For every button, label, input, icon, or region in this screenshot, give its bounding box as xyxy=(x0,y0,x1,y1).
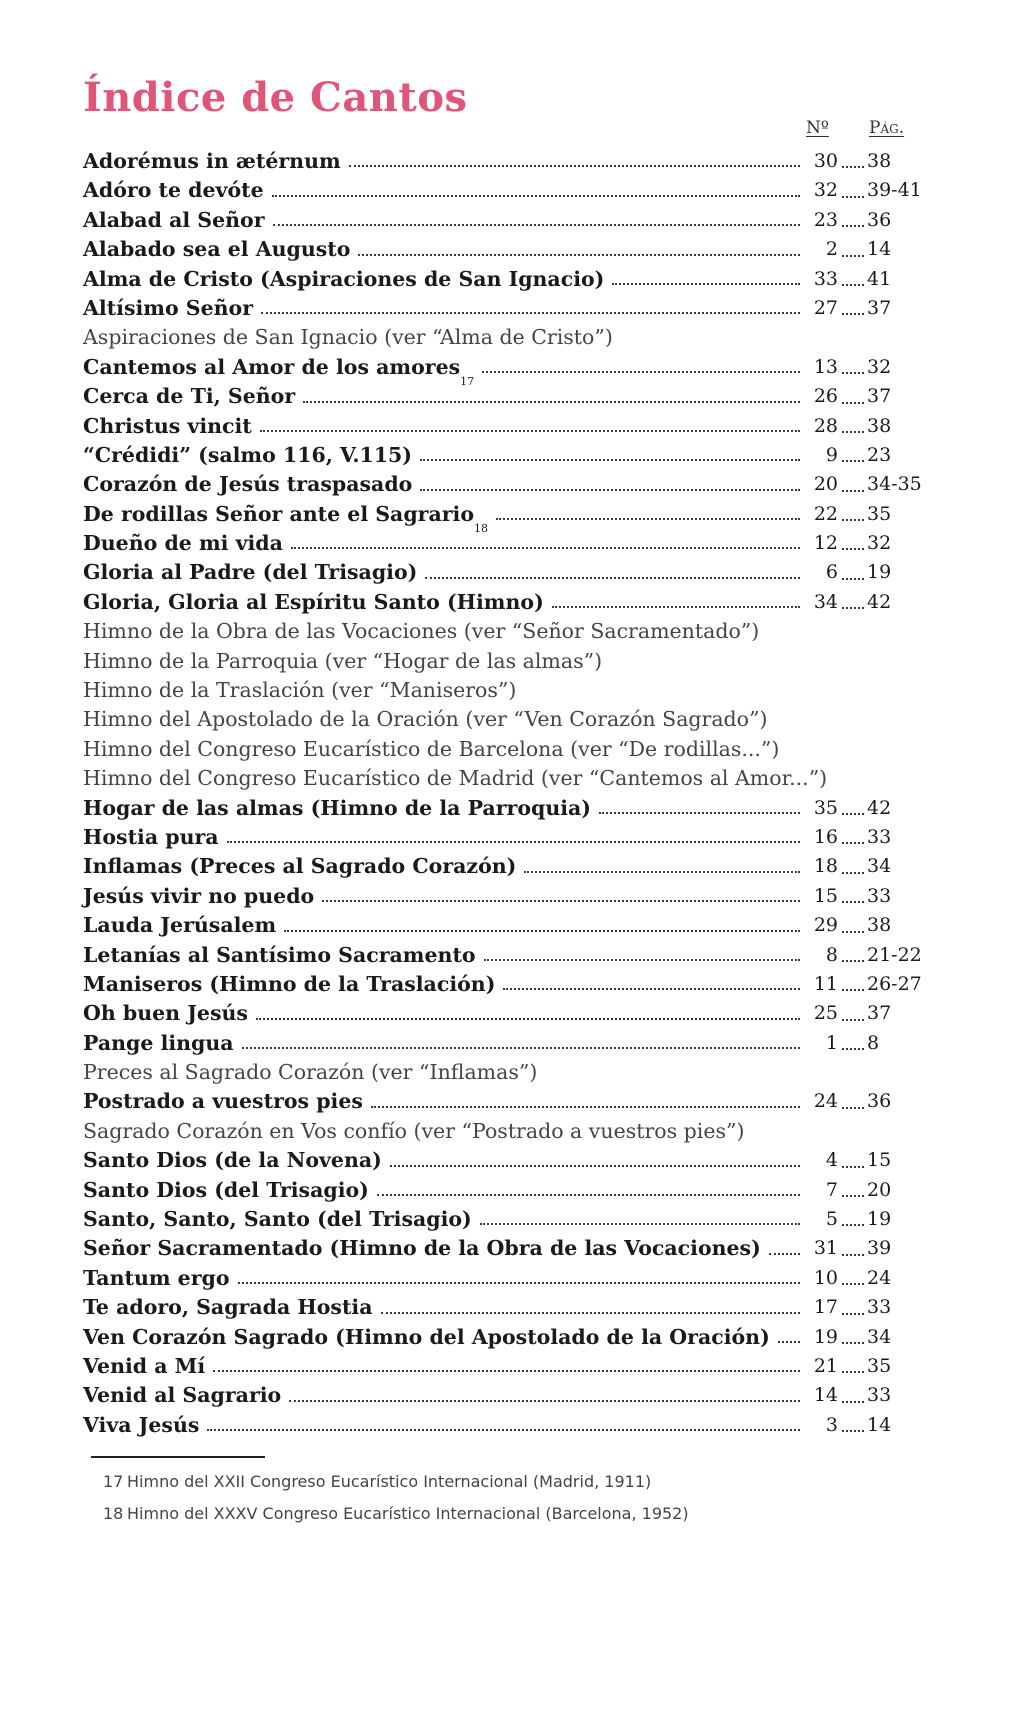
entry-numbers xyxy=(808,1411,933,1440)
index-entry xyxy=(83,1323,933,1352)
entry-number: 18 xyxy=(813,855,838,878)
index-entry xyxy=(83,882,933,911)
entry-page: 32 xyxy=(867,355,892,378)
dot-leader xyxy=(842,813,864,815)
entry-numbers xyxy=(808,1352,933,1381)
entry-numbers xyxy=(808,970,933,999)
entry-number: 9 xyxy=(825,443,838,466)
entry-title: Himno del Congreso Eucarístico de Madrid (ver “Cantemos al Amor...”) xyxy=(83,766,828,791)
index-entry xyxy=(83,852,933,881)
dot-leader xyxy=(842,1019,864,1021)
index-entry xyxy=(83,1088,933,1117)
footnote xyxy=(103,1498,689,1530)
footnote xyxy=(103,1466,689,1498)
index-entry xyxy=(83,1029,933,1058)
index-entry xyxy=(83,1176,933,1205)
entry-title: Inflamas (Preces al Sagrado Corazón) xyxy=(83,854,517,879)
entry-title: Alma de Cristo (Aspiraciones de San Ignacio) xyxy=(83,266,605,291)
entry-page: 38 xyxy=(867,914,892,937)
entry-numbers xyxy=(808,441,933,470)
index-entry xyxy=(83,1146,933,1175)
entry-page: 8 xyxy=(867,1031,880,1054)
entry-number: 15 xyxy=(813,884,838,907)
entry-title: Venid al Sagrario xyxy=(83,1383,282,1408)
entry-title: Aspiraciones de San Ignacio (ver “Alma de Cristo”) xyxy=(83,325,613,350)
dot-leader xyxy=(207,1429,800,1431)
index-entry xyxy=(83,1411,933,1440)
entry-number: 33 xyxy=(813,267,838,290)
dot-leader xyxy=(349,165,800,167)
footnote-number: 18 xyxy=(103,1504,124,1523)
page-title: Índice de Cantos xyxy=(83,74,468,121)
dot-leader xyxy=(599,812,800,814)
column-headers xyxy=(0,118,1032,142)
index-entry xyxy=(83,999,933,1028)
entry-numbers xyxy=(808,529,933,558)
entry-title: Himno de la Parroquia (ver “Hogar de las almas”) xyxy=(83,648,603,673)
dot-leader xyxy=(322,900,800,902)
dot-leader xyxy=(552,606,800,608)
entry-numbers xyxy=(808,412,933,441)
index-entry xyxy=(83,676,933,705)
index-entry xyxy=(83,206,933,235)
dot-leader xyxy=(842,1313,864,1315)
dot-leader xyxy=(842,1254,864,1256)
entry-numbers xyxy=(808,294,933,323)
entry-number: 26 xyxy=(813,385,838,408)
dot-leader xyxy=(238,1282,800,1284)
entry-title: Maniseros (Himno de la Traslación) xyxy=(83,971,496,996)
entry-title: Adorémus in ætérnum xyxy=(83,148,341,173)
entry-page: 35 xyxy=(867,1355,892,1377)
index-entry xyxy=(83,970,933,999)
entry-title: Letanías al Santísimo Sacramento xyxy=(83,942,476,967)
entry-number: 10 xyxy=(813,1266,838,1289)
entry-title: Christus vincit xyxy=(83,413,252,438)
entry-page: 42 xyxy=(867,796,892,819)
entry-numbers xyxy=(808,235,933,264)
dot-leader xyxy=(778,1341,800,1343)
entry-numbers xyxy=(808,1293,933,1322)
index-entry xyxy=(83,941,933,970)
index-entry xyxy=(83,1234,933,1263)
entry-page: 20 xyxy=(867,1178,892,1201)
entry-number: 3 xyxy=(825,1413,838,1436)
entry-numbers xyxy=(808,1234,933,1263)
dot-leader xyxy=(842,225,864,227)
index-entry xyxy=(83,529,933,558)
dot-leader xyxy=(371,1106,800,1108)
entry-page: 33 xyxy=(867,1384,892,1407)
entry-page: 32 xyxy=(867,532,892,555)
index-entry xyxy=(83,764,933,793)
entry-title: Te adoro, Sagrada Hostia xyxy=(83,1295,373,1320)
entry-title: Santo, Santo, Santo (del Trisagio) xyxy=(83,1207,472,1232)
entry-numbers xyxy=(808,852,933,881)
entry-number: 11 xyxy=(813,972,838,995)
entry-title: Gloria al Padre (del Trisagio) xyxy=(83,560,418,585)
entry-title: Viva Jesús xyxy=(83,1412,200,1437)
dot-leader xyxy=(842,372,864,374)
entry-title: Lauda Jerúsalem xyxy=(83,913,277,938)
dot-leader xyxy=(291,547,800,549)
entry-number: 8 xyxy=(825,943,838,966)
entry-title: “Crédidi” (salmo 116, V.115) xyxy=(83,442,412,467)
dot-leader xyxy=(303,401,800,403)
entry-title: Altísimo Señor xyxy=(83,295,254,320)
dot-leader xyxy=(256,1018,800,1020)
dot-leader xyxy=(272,195,800,197)
dot-leader xyxy=(842,1107,864,1109)
dot-leader xyxy=(284,930,800,932)
dot-leader xyxy=(842,490,864,492)
index-entry xyxy=(83,588,933,617)
entry-page: 37 xyxy=(867,1002,892,1025)
entry-numbers xyxy=(808,176,933,205)
entry-page: 35 xyxy=(867,502,892,525)
dot-leader xyxy=(842,1430,864,1432)
entry-title: Himno del Congreso Eucarístico de Barcelona (ver “De rodillas...”) xyxy=(83,736,780,761)
index-entry xyxy=(83,147,933,176)
entry-page: 38 xyxy=(867,149,892,172)
entry-page: 41 xyxy=(867,267,892,290)
entry-page: 26-27 xyxy=(867,972,922,995)
entry-numbers xyxy=(808,911,933,940)
dot-leader xyxy=(273,224,801,226)
dot-leader xyxy=(227,841,800,843)
index-entry xyxy=(83,911,933,940)
dot-leader xyxy=(261,312,800,314)
dot-leader xyxy=(842,313,864,315)
entry-numbers xyxy=(808,1029,933,1058)
entry-page: 36 xyxy=(867,208,892,231)
index-entry xyxy=(83,470,933,499)
dot-leader xyxy=(842,842,864,844)
entry-numbers xyxy=(808,470,933,499)
dot-leader xyxy=(842,196,864,198)
entry-page: 37 xyxy=(867,385,892,408)
entry-number: 19 xyxy=(813,1325,838,1348)
dot-leader xyxy=(842,548,864,550)
entry-numbers xyxy=(808,206,933,235)
entry-page: 33 xyxy=(867,884,892,907)
entry-title: Jesús vivir no puedo xyxy=(83,883,315,908)
index-entry xyxy=(83,1293,933,1322)
dot-leader xyxy=(420,489,800,491)
entry-page: 38 xyxy=(867,414,892,437)
index-entry xyxy=(83,235,933,264)
entry-page: 39-41 xyxy=(867,179,922,202)
index-entry xyxy=(83,412,933,441)
entry-title: Pange lingua xyxy=(83,1030,234,1055)
entry-number: 32 xyxy=(813,179,838,202)
entry-number: 28 xyxy=(813,414,838,437)
dot-leader xyxy=(842,931,864,933)
entry-numbers xyxy=(808,353,933,382)
entry-title: Tantum ergo xyxy=(83,1265,230,1290)
entry-page: 34 xyxy=(867,855,892,878)
entry-number: 13 xyxy=(813,355,838,378)
entry-numbers xyxy=(808,941,933,970)
column-header-page: Pág. xyxy=(869,118,905,138)
footnote-text: Himno del XXXV Congreso Eucarístico Internacional (Barcelona, 1952) xyxy=(127,1504,689,1523)
dot-leader xyxy=(480,1223,800,1225)
index-entry xyxy=(83,647,933,676)
dot-leader xyxy=(842,1371,864,1373)
entry-title: Himno del Apostolado de la Oración (ver “Ven Corazón Sagrado”) xyxy=(83,707,768,732)
entry-numbers xyxy=(808,147,933,176)
footnote-text: Himno del XXII Congreso Eucarístico Internacional (Madrid, 1911) xyxy=(127,1472,652,1491)
index-entry xyxy=(83,265,933,294)
index-entry xyxy=(83,794,933,823)
entry-page: 33 xyxy=(867,1296,892,1319)
dot-leader xyxy=(842,1166,864,1168)
dot-leader xyxy=(612,283,800,285)
dot-leader xyxy=(484,959,800,961)
entry-page: 34 xyxy=(867,1325,892,1348)
entry-title: Gloria, Gloria al Espíritu Santo (Himno) xyxy=(83,589,544,614)
entry-numbers xyxy=(808,500,933,529)
dot-leader xyxy=(381,1312,800,1314)
dot-leader xyxy=(842,255,864,257)
entry-number: 12 xyxy=(813,532,838,555)
song-index-list xyxy=(83,147,933,1440)
entry-title: Alabad al Señor xyxy=(83,207,265,232)
entry-number: 25 xyxy=(813,1002,838,1025)
entry-number: 31 xyxy=(813,1237,838,1260)
entry-number: 16 xyxy=(813,825,838,848)
dot-leader xyxy=(769,1253,800,1255)
entry-title: Ven Corazón Sagrado (Himno del Apostolado de la Oración) xyxy=(83,1324,770,1349)
entry-title: Señor Sacramentado (Himno de la Obra de las Vocaciones) xyxy=(83,1236,761,1261)
entry-number: 34 xyxy=(813,590,838,613)
entry-page: 36 xyxy=(867,1090,892,1113)
entry-number: 4 xyxy=(825,1149,838,1172)
dot-leader xyxy=(358,254,800,256)
dot-leader xyxy=(420,459,800,461)
entry-title: Himno de la Obra de las Vocaciones (ver “Señor Sacramentado”) xyxy=(83,619,760,644)
dot-leader xyxy=(425,577,800,579)
entry-title: De rodillas Señor ante el Sagrario xyxy=(83,501,475,526)
dot-leader xyxy=(842,431,864,433)
entry-title: Hostia pura xyxy=(83,824,219,849)
entry-title: Santo Dios (del Trisagio) xyxy=(83,1177,369,1202)
dot-leader xyxy=(842,960,864,962)
index-entry xyxy=(83,323,933,352)
entry-numbers xyxy=(808,882,933,911)
entry-numbers xyxy=(808,1264,933,1293)
entry-numbers xyxy=(808,1176,933,1205)
footnote-rule xyxy=(91,1456,265,1458)
entry-number: 1 xyxy=(825,1031,838,1054)
index-entry xyxy=(83,705,933,734)
dot-leader xyxy=(524,871,800,873)
dot-leader xyxy=(842,1195,864,1197)
dot-leader xyxy=(496,518,800,520)
entry-number: 35 xyxy=(813,796,838,819)
dot-leader xyxy=(390,1165,800,1167)
entry-page: 39 xyxy=(867,1237,892,1260)
dot-leader xyxy=(377,1194,800,1196)
entry-number: 29 xyxy=(813,914,838,937)
dot-leader xyxy=(842,166,864,168)
entry-page: 21-22 xyxy=(867,943,922,966)
index-entry xyxy=(83,1117,933,1146)
entry-number: 7 xyxy=(825,1178,838,1201)
entry-title: Alabado sea el Augusto xyxy=(83,237,351,262)
dot-leader xyxy=(842,460,864,462)
footnotes xyxy=(103,1466,689,1530)
entry-numbers xyxy=(808,794,933,823)
entry-numbers xyxy=(808,1087,933,1116)
index-entry xyxy=(83,1205,933,1234)
column-header-number: Nº xyxy=(806,118,829,138)
dot-leader xyxy=(842,578,864,580)
dot-leader xyxy=(260,430,800,432)
entry-numbers xyxy=(808,1323,933,1352)
index-entry xyxy=(83,617,933,646)
dot-leader xyxy=(842,901,864,903)
entry-title: Hogar de las almas (Himno de la Parroquia) xyxy=(83,795,591,820)
dot-leader xyxy=(842,1283,864,1285)
dot-leader xyxy=(213,1370,800,1372)
entry-title: Preces al Sagrado Corazón (ver “Inflamas”) xyxy=(83,1060,538,1085)
entry-page: 24 xyxy=(867,1266,892,1289)
entry-title: Cantemos al Amor de los amores xyxy=(83,354,461,379)
entry-title: Santo Dios (de la Novena) xyxy=(83,1148,382,1173)
entry-title: Sagrado Corazón en Vos confío (ver “Postrado a vuestros pies”) xyxy=(83,1118,745,1143)
entry-page: 19 xyxy=(867,1208,892,1231)
entry-page: 37 xyxy=(867,296,892,319)
index-entry xyxy=(83,441,933,470)
entry-number: 27 xyxy=(813,296,838,319)
entry-numbers xyxy=(808,382,933,411)
entry-page: 14 xyxy=(867,238,892,261)
index-entry xyxy=(83,1058,933,1087)
entry-title: Himno de la Traslación (ver “Maniseros”) xyxy=(83,678,517,703)
dot-leader xyxy=(842,607,864,609)
dot-leader xyxy=(842,872,864,874)
dot-leader xyxy=(842,402,864,404)
entry-title: Dueño de mi vida xyxy=(83,531,283,556)
entry-page: 14 xyxy=(867,1413,892,1436)
entry-number: 30 xyxy=(813,149,838,172)
entry-numbers xyxy=(808,999,933,1028)
entry-numbers xyxy=(808,1146,933,1175)
entry-page: 15 xyxy=(867,1149,892,1172)
entry-number: 14 xyxy=(813,1384,838,1407)
entry-page: 19 xyxy=(867,561,892,584)
index-entry xyxy=(83,735,933,764)
entry-number: 5 xyxy=(825,1208,838,1231)
dot-leader xyxy=(503,988,800,990)
entry-numbers xyxy=(808,823,933,852)
entry-number: 21 xyxy=(813,1355,838,1377)
entry-title: Corazón de Jesús traspasado xyxy=(83,472,413,497)
dot-leader xyxy=(842,989,864,991)
entry-number: 6 xyxy=(825,561,838,584)
index-entry xyxy=(83,176,933,205)
dot-leader xyxy=(842,1401,864,1403)
dot-leader xyxy=(289,1400,800,1402)
entry-page: 42 xyxy=(867,590,892,613)
index-entry xyxy=(83,1264,933,1293)
entry-numbers xyxy=(808,1205,933,1234)
index-entry xyxy=(83,294,933,323)
index-entry xyxy=(83,1352,933,1381)
entry-number: 2 xyxy=(825,238,838,261)
entry-number: 22 xyxy=(813,502,838,525)
dot-leader xyxy=(842,1224,864,1226)
footnote-number: 17 xyxy=(103,1472,124,1491)
dot-leader xyxy=(842,284,864,286)
entry-page: 23 xyxy=(867,443,892,466)
dot-leader xyxy=(482,371,800,373)
index-entry xyxy=(83,382,933,411)
entry-page: 33 xyxy=(867,825,892,848)
dot-leader xyxy=(842,519,864,521)
dot-leader xyxy=(242,1047,800,1049)
index-entry xyxy=(83,1381,933,1410)
index-entry xyxy=(83,823,933,852)
entry-number: 17 xyxy=(813,1296,838,1319)
entry-number: 20 xyxy=(813,473,838,496)
entry-title: Oh buen Jesús xyxy=(83,1001,248,1026)
entry-number: 23 xyxy=(813,208,838,231)
index-entry: De rodillas Señor ante el Sagrario 18 22 35 xyxy=(83,500,933,529)
entry-numbers xyxy=(808,1381,933,1410)
index-entry xyxy=(83,558,933,587)
entry-numbers xyxy=(808,265,933,294)
dot-leader xyxy=(842,1048,864,1050)
entry-title: Postrado a vuestros pies xyxy=(83,1089,363,1114)
entry-title: Cerca de Ti, Señor xyxy=(83,384,296,409)
entry-numbers xyxy=(808,588,933,617)
dot-leader xyxy=(842,1342,864,1344)
entry-number: 24 xyxy=(813,1090,838,1113)
entry-title: Venid a Mí xyxy=(83,1354,206,1378)
index-entry: Cantemos al Amor de los amores 17 13 32 xyxy=(83,353,933,382)
entry-title: Adóro te devóte xyxy=(83,178,264,203)
entry-page: 34-35 xyxy=(867,473,922,496)
entry-numbers xyxy=(808,558,933,587)
